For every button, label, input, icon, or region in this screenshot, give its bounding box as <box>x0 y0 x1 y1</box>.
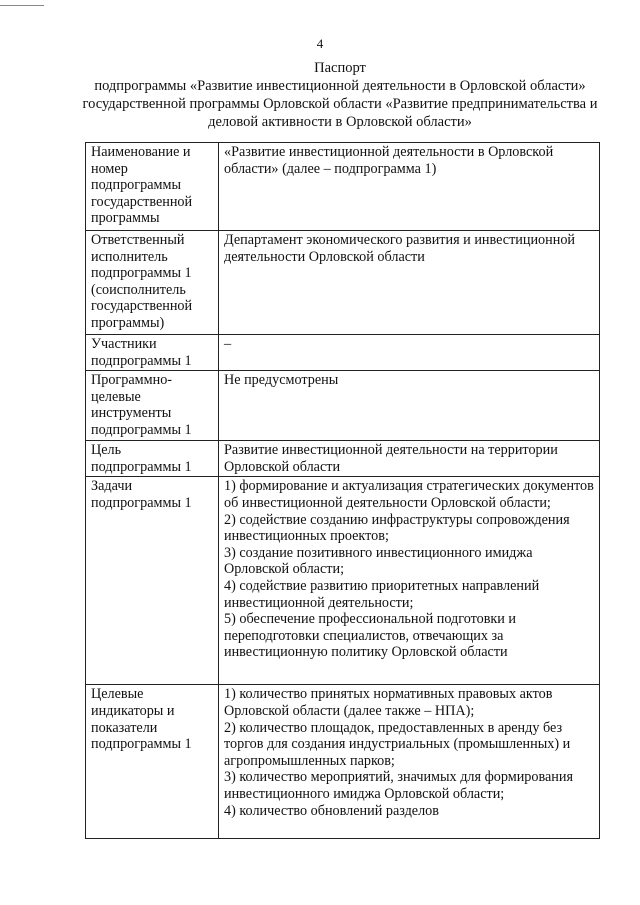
row-value: Не предусмотрены <box>219 371 600 441</box>
row-label: Программно-целевые инструменты подпрограммы 1 <box>86 371 219 441</box>
row-value: Развитие инвестиционной деятельности на территории Орловской области <box>219 441 600 477</box>
table-row <box>86 143 600 231</box>
row-label: Участники подпрограммы 1 <box>86 335 219 371</box>
table-row <box>86 335 600 371</box>
row-label: Ответственный исполнитель подпрограммы 1 (соисполнитель государственной программы) <box>86 231 219 335</box>
document-subtitle: подпрограммы «Развитие инвестиционной деятельности в Орловской области» государственной программы Орловской области «Развитие предпринимательства и деловой активности в Орловской области» <box>82 78 598 130</box>
passport-table <box>85 142 600 839</box>
row-label: Цель подпрограммы 1 <box>86 441 219 477</box>
row-value: – <box>219 335 600 371</box>
table-row <box>86 371 600 441</box>
document-heading <box>80 59 600 131</box>
row-label: Наименование и номер подпрограммы государственной программы <box>86 143 219 231</box>
row-value: 1) формирование и актуализация стратегических документов об инвестиционной деятельности Орловской области; 2) содействие созданию инфраструктуры сопровождения инвестиционных проектов; 3) создание позитивного инвестиционного имиджа Орловской области; 4) содействие развитию приоритетных направлений инвестиционной деятельности; 5) обеспечение профессиональной подготовки и переподготовки специалистов, отвечающих за инвестиционную политику Орловской области <box>219 477 600 685</box>
row-label: Задачи подпрограммы 1 <box>86 477 219 685</box>
row-value: «Развитие инвестиционной деятельности в Орловской области» (далее – подпрограмма 1) <box>219 143 600 231</box>
table-row <box>86 441 600 477</box>
table-row <box>86 231 600 335</box>
table-row <box>86 477 600 685</box>
table-row <box>86 685 600 839</box>
document-title: Паспорт <box>314 60 366 76</box>
row-label: Целевые индикаторы и показатели подпрограммы 1 <box>86 685 219 839</box>
row-value: Департамент экономического развития и инвестиционной деятельности Орловской области <box>219 231 600 335</box>
page-number: 4 <box>316 36 324 51</box>
row-value: 1) количество принятых нормативных правовых актов Орловской области (далее также – НПА); 2) количество площадок, предоставленных в аренду без торгов для создания индустриальных (промышленных) и агропромышленных парков; 3) количество мероприятий, значимых для формирования инвестиционного имиджа Орловской области; 4) количество обновлений разделов <box>219 685 600 839</box>
scan-edge-line <box>0 5 44 6</box>
